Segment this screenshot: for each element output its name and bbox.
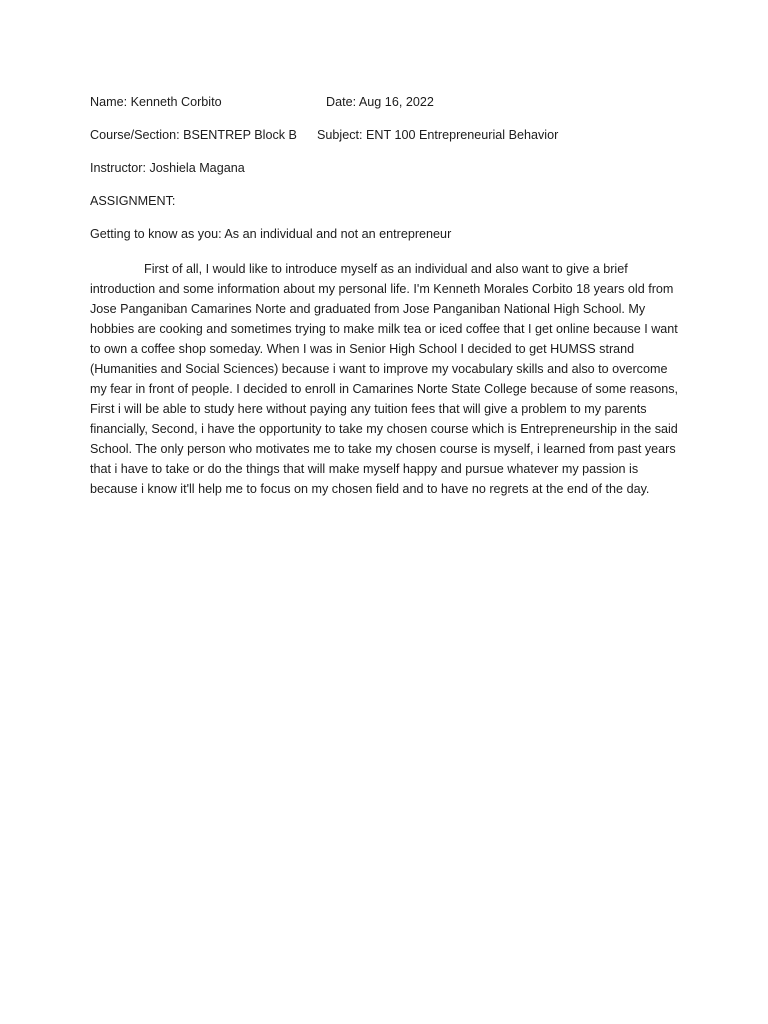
assignment-label: ASSIGNMENT: [90, 194, 176, 208]
essay-title: Getting to know as you: As an individual and not an entrepreneur [90, 227, 452, 241]
course-section: Course/Section: BSENTREP Block B [90, 128, 297, 142]
student-name: Name: Kenneth Corbito [90, 95, 222, 109]
essay-paragraph: First of all, I would like to introduce myself as an individual and also want to give a brief introduction and some information about my personal life. I'm Kenneth Morales Corbito 18 years old from Jose Panganiban Camarines Norte and graduated from Jose Panganiban National High School. My hobbies are cooking and sometimes trying to make milk tea or iced coffee that I get online because I want to own a coffee shop someday. When I was in Senior High School I decided to get HUMSS strand (Humanities and Social Sciences) because i want to improve my vocabulary skills and also to overcome my fear in front of people. I decided to enroll in Camarines Norte State College because of some reasons, First i will be able to study here without paying any tuition fees that will give a problem to my parents financially, Second, i have the opportunity to take my chosen course which is Entrepreneurship in the said School. The only person who motivates me to take my chosen course is myself, i learned from past years that i have to take or do the things that will make myself happy and pursue whatever my passion is because i know it'll help me to focus on my chosen field and to have no regrets at the end of the day. [90, 262, 679, 496]
assignment-date: Date: Aug 16, 2022 [326, 95, 434, 109]
subject: Subject: ENT 100 Entrepreneurial Behavior [317, 128, 559, 142]
instructor: Instructor: Joshiela Magana [90, 161, 245, 175]
